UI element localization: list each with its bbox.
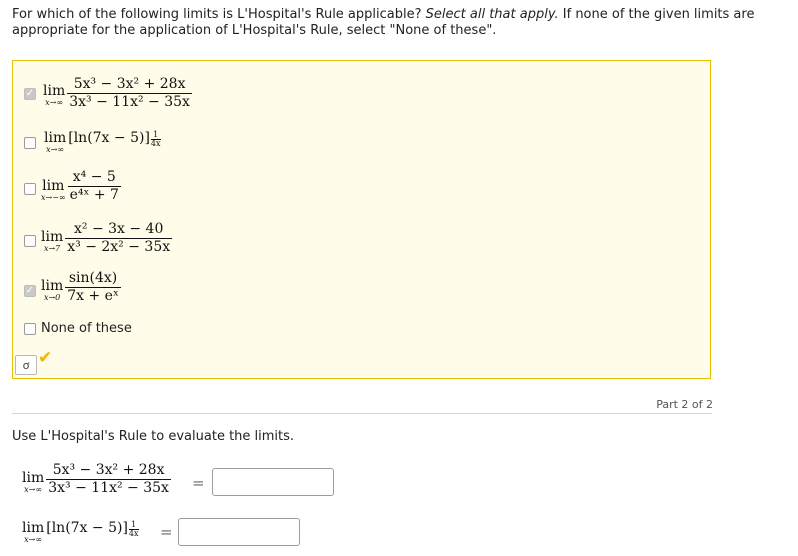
question2-text: Use L'Hospital's Rule to evaluate the limits.: [12, 429, 295, 444]
limit-word: lim: [22, 470, 45, 486]
fraction-numerator: sin(4x): [68, 270, 118, 286]
option-none-label: None of these: [41, 321, 132, 336]
part2-limit-2-exponent: [129, 521, 139, 538]
option-2-checkbox[interactable]: [24, 137, 36, 149]
option-3-fraction: [68, 169, 121, 204]
fraction-numerator: x² − 3x − 40: [73, 221, 164, 237]
question-text-part2: If none of the given limits are appropriate for the application of L'Hospital's Rule, select "None of these".: [12, 7, 755, 38]
option-none[interactable]: [24, 321, 132, 336]
option-5-checkbox[interactable]: [24, 285, 36, 297]
limit-word: lim: [42, 178, 65, 194]
fraction-denominator: x³ − 2x² − 35x: [67, 239, 171, 255]
part2-limit-1: [22, 462, 171, 497]
question-text-part1: For which of the following limits is L'Hospital's Rule applicable?: [12, 7, 426, 22]
option-1[interactable]: [24, 76, 192, 111]
fraction-denominator: e⁴ˣ + 7: [69, 187, 119, 203]
question-text: [12, 7, 782, 39]
option-1-checkbox[interactable]: [24, 88, 36, 100]
checkbox-check-icon: ✓: [25, 284, 35, 296]
fraction-denominator: 7x + eˣ: [67, 288, 119, 304]
fraction-numerator: 5x³ − 3x² + 28x: [73, 76, 186, 92]
limit-subscript: x→0: [43, 293, 61, 302]
option-1-fraction: [67, 76, 192, 111]
option-4[interactable]: [24, 221, 172, 256]
part2-limit-2-expression: [ln(7x − 5)]: [46, 520, 128, 536]
option-3-checkbox[interactable]: [24, 183, 36, 195]
limit-subscript: x→∞: [45, 98, 64, 107]
fraction-denominator: 3x³ − 11x² − 35x: [69, 94, 190, 110]
limit-subscript: x→7: [43, 244, 61, 253]
limit-subscript: x→∞: [46, 145, 65, 154]
tool-button[interactable]: [15, 355, 37, 375]
limit-subscript: x→∞: [24, 485, 43, 494]
option-2[interactable]: [24, 131, 161, 154]
limit-subscript: x→−∞: [41, 193, 66, 202]
part2-limit-2: [22, 521, 139, 544]
question-text-italic: Select all that apply.: [425, 7, 559, 22]
option-2-exponent: [151, 131, 161, 148]
option-none-checkbox[interactable]: [24, 323, 36, 335]
equals-sign: =: [192, 474, 205, 492]
answer-input-1[interactable]: [212, 468, 334, 496]
equals-sign: =: [160, 523, 173, 541]
limit-word: lim: [41, 278, 64, 294]
limit-word: lim: [43, 83, 66, 99]
fraction-numerator: x⁴ − 5: [72, 169, 116, 185]
exponent-denominator: 4x: [128, 529, 139, 538]
exponent-numerator: 1: [131, 520, 137, 529]
part-label: Part 2 of 2: [656, 398, 713, 411]
option-4-checkbox[interactable]: [24, 235, 36, 247]
limit-subscript: x→∞: [24, 535, 43, 544]
option-2-expression: [ln(7x − 5)]: [68, 130, 150, 146]
tool-icon: ơ: [22, 358, 30, 372]
option-3[interactable]: [24, 169, 121, 204]
checkbox-check-icon: ✓: [25, 87, 35, 99]
fraction-denominator: 3x³ − 11x² − 35x: [48, 480, 169, 496]
option-5-fraction: [65, 270, 121, 305]
divider: [12, 413, 712, 414]
answer-input-2[interactable]: [178, 518, 300, 546]
limit-word: lim: [44, 130, 67, 146]
part2-limit-1-fraction: [46, 462, 171, 497]
limit-word: lim: [41, 229, 64, 245]
fraction-numerator: 5x³ − 3x² + 28x: [52, 462, 165, 478]
option-4-fraction: [65, 221, 172, 256]
exponent-numerator: 1: [153, 130, 159, 139]
option-5[interactable]: [24, 270, 121, 305]
limit-word: lim: [22, 520, 45, 536]
correct-check-icon: ✔: [38, 348, 53, 368]
exponent-denominator: 4x: [150, 139, 161, 148]
